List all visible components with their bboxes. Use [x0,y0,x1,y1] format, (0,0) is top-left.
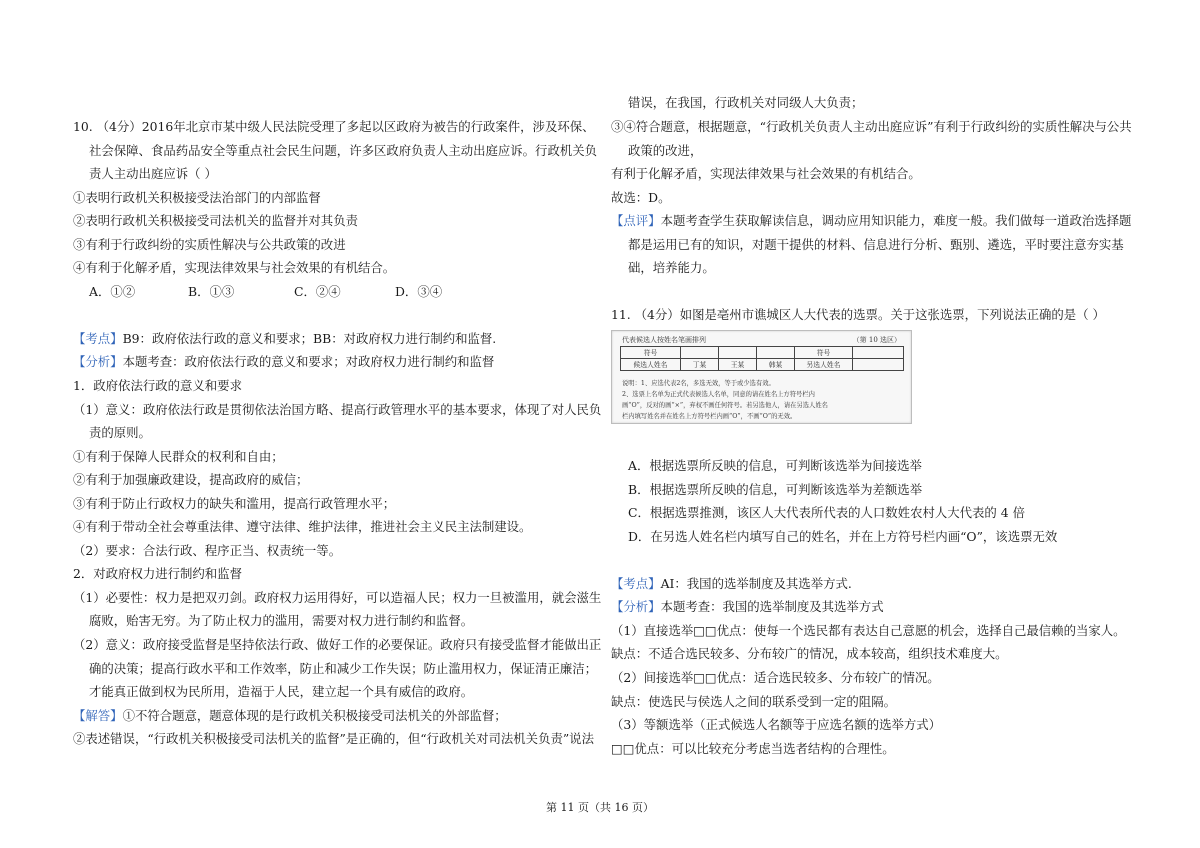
q10-option-c: C．②④ [294,284,341,299]
kaodian-text: B9：政府依法行政的意义和要求；BB：对政府权力进行制约和监督. [122,331,497,346]
answer-choice: 故选：D。 [611,190,671,205]
ballot-district: （第 10 选区） [852,336,901,344]
fenxi-tag: 【分析】 [73,354,123,369]
body-line: （1）必要性：权力是把双刃剑。政府权力运用得好，可以造福人民；权力一旦被滥用，就会滋生 [73,590,602,605]
ballot-cell [757,347,795,359]
ballot-note-line: 2、选票上名单为正式代表候选人名单，同意的请在姓名上方符号栏内 [622,391,815,398]
ballot-symbol-row [621,347,904,359]
ballot-note-line: 栏内填写姓名并在姓名上方符号栏内画“O”，不画“O”的无效。 [622,413,797,420]
ballot-table [620,346,904,371]
q11-fenxi [611,599,884,615]
q10-item-4: ④有利于化解矛盾，实现法律效果与社会效果的有机结合。 [73,260,396,275]
body-line: 确的决策；提高行政水平和工作效率，防止和减少工作失误；防止滥用权力，保证清正廉洁； [89,661,598,676]
q10-options [89,284,442,300]
kaodian-text: AI：我国的选举制度及其选举方式. [660,576,852,591]
ballot-cell: 符号 [795,347,853,359]
body-line: 才能真正做到权为民所用，造福于人民，建立起一个具有威信的政府。 [89,684,474,699]
fenxi-tag: 【分析】 [611,599,661,614]
q10-jieda [73,708,507,724]
ballot-note-line: 说明：1、应选代表2名，多选无效，等于或少选有效。 [622,380,775,387]
ballot-cell: 候选人姓名 [621,359,681,371]
ballot-instructions [622,378,904,422]
q10-item-3: ③有利于行政纠纷的实质性解决与公共政策的改进 [73,237,346,252]
q11-kaodian [611,576,852,592]
ballot-cell: 另选人姓名 [795,359,853,371]
q10-stem-line-2: 社会保障、食品药品安全等重点社会民生问题，许多区政府负责人主动出庭应诉。行政机关负 [89,143,598,158]
q10-stem-line-3: 责人主动出庭应诉（ ） [89,166,217,181]
body-line: ①有利于保障人民群众的权利和自由； [73,449,284,464]
body-line: 1．政府依法行政的意义和要求 [73,378,242,393]
body-line: （3）等额选举（正式候选人名额等于应选名额的选举方式） [611,717,942,732]
ballot-cell: 符号 [621,347,681,359]
dianping-tag: 【点评】 [611,213,661,228]
q10-option-b: B．①③ [188,284,235,299]
body-line: 缺点：不适合选民较多、分布较广的情况，成本较高，组织技术难度大。 [611,646,1008,661]
dianping-text: 本题考查学生获取解读信息，调动应用知识能力，难度一般。我们做每一道政治选择题 [660,213,1132,228]
jieda-tag: 【解答】 [73,708,123,723]
body-line: ③有利于防止行政权力的缺失和滥用，提高行政管理水平； [73,496,396,511]
q11-option-c: C．根据选票推测，该区人大代表所代表的人口数姓农村人大代表的 4 倍 [628,505,1025,520]
answer-line: 错误，在我国，行政机关对同级人大负责； [628,95,864,110]
ballot-cell [853,359,904,371]
ballot-header-left: 代表候选人按姓名笔画排列 [622,336,706,344]
body-line: 腐败，贻害无穷。为了防止权力的滥用，需要对权力进行制约和监督。 [89,613,474,628]
q11-option-b: B．根据选票所反映的信息，可判断该选举为差额选举 [628,482,923,497]
body-line: 2．对政府权力进行制约和监督 [73,566,242,581]
q10-item-2: ②表明行政机关积极接受司法机关的监督并对其负责 [73,213,358,228]
body-line: （1）直接选举□□优点：使每一个选民都有表达自己意愿的机会，选择自己最信赖的当家人。 [611,623,1126,638]
answer-line: 有利于化解矛盾，实现法律效果与社会效果的有机结合。 [611,166,921,181]
ballot-cell: 丁某 [681,359,719,371]
dianping-line: 础，培养能力。 [628,260,715,275]
jieda-text: ①不符合题意，题意体现的是行政机关积极接受司法机关的外部监督； [122,708,507,723]
answer-line: ③④符合题意，根据题意，“行政机关负责人主动出庭应诉”有利于行政纠纷的实质性解决与公共 [611,119,1132,134]
fenxi-text: 本题考查：政府依法行政的意义和要求；对政府权力进行制约和监督 [122,354,495,369]
kaodian-tag: 【考点】 [611,576,661,591]
body-line: 责的原则。 [89,425,151,440]
page-number: 第 11 页（共 16 页） [546,801,654,814]
ballot-note-line: 画“O”，反对的画“×”，弃权不画任何符号。若另选他人，请在另选人姓名 [622,402,828,409]
q10-option-a: A．①② [89,284,136,299]
body-line: ②表述错误，“行政机关积极接受司法机关的监督”是正确的，但“行政机关对司法机关负责”说法 [73,731,594,746]
q11-stem: 11. （4分）如图是亳州市谯城区人大代表的选票。关于这张选票，下列说法正确的是（ ） [611,307,1105,322]
dianping-line: 都是运用已有的知识，对题干提供的材料、信息进行分析、甄别、遴选，平时要注意夯实基 [628,237,1124,252]
body-line: □□优点：可以比较充分考虑当选者结构的合理性。 [611,741,895,756]
body-line: ④有利于带动全社会尊重法律、遵守法律、维护法律，推进社会主义民主法制建设。 [73,519,532,534]
q10-item-1: ①表明行政机关积极接受法治部门的内部监督 [73,190,321,205]
ballot-cell [681,347,719,359]
q10-kaodian [73,331,496,347]
q11-option-d: D．在另选人姓名栏内填写自己的姓名，并在上方符号栏内画“O”，该选票无效 [628,529,1058,544]
q10-stem-line-1: 10. （4分）2016年北京市某中级人民法院受理了多起以区政府为被告的行政案件，涉及环保、 [73,119,595,134]
ballot-cell: 韩某 [757,359,795,371]
kaodian-tag: 【考点】 [73,331,123,346]
ballot-image [611,330,912,424]
body-line: ②有利于加强廉政建设，提高政府的威信； [73,472,309,487]
ballot-cell [719,347,757,359]
q10-option-d: D．③④ [395,284,443,299]
ballot-cell [853,347,904,359]
body-line: （2）意义：政府接受监督是坚持依法行政、做好工作的必要保证。政府只有接受监督才能做出正 [73,637,602,652]
ballot-name-row [621,359,904,371]
body-line: （1）意义：政府依法行政是贯彻依法治国方略、提高行政管理水平的基本要求，体现了对人民负 [73,402,602,417]
body-line: （2）间接选举□□优点：适合选民较多、分布较广的情况。 [611,670,940,685]
body-line: （2）要求：合法行政、程序正当、权责统一等。 [73,543,342,558]
q10-dianping [611,213,1131,229]
q11-option-a: A．根据选票所反映的信息，可判断该选举为间接选举 [628,458,922,473]
answer-line: 政策的改进， [628,143,703,158]
ballot-cell: 王某 [719,359,757,371]
q10-fenxi [73,354,494,370]
fenxi-text: 本题考查：我国的选举制度及其选举方式 [660,599,884,614]
body-line: 缺点：使选民与侯选人之间的联系受到一定的阻隔。 [611,694,896,709]
